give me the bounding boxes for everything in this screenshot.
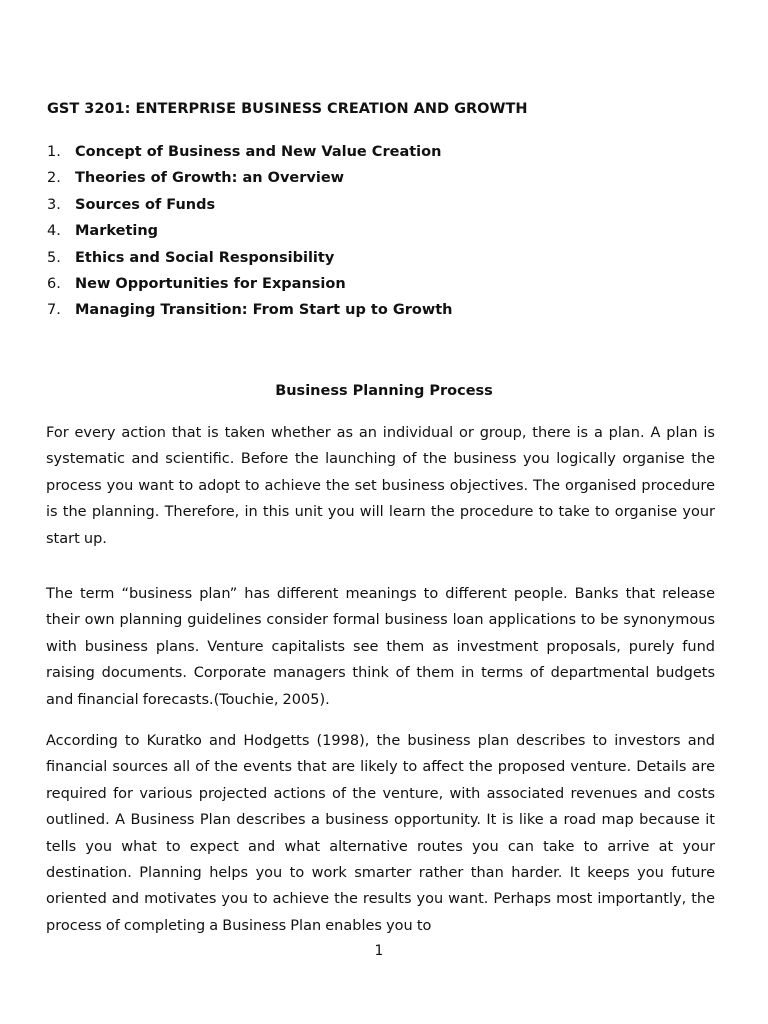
paragraph-intro: For every action that is taken whether as an individual or group, there is a plan. A plan is systematic and scientific. Before the launching of the business you logically organise the process you want to adopt to achieve the set business objectives. The organised procedure is the planning. Therefore, in this unit you will learn the procedure to take to organise your start up. [46,425,715,547]
list-item-number: 3. [47,196,61,213]
list-item [47,248,453,274]
section-title: Business Planning Process [275,383,493,399]
list-item [47,274,453,300]
list-item [47,168,453,194]
list-item-number: 2. [47,170,61,187]
list-item [47,221,453,247]
list-item [47,195,453,221]
list-item-label: Concept of Business and New Value Creation [75,144,442,160]
list-item-label: Ethics and Social Responsibility [75,249,335,266]
topic-list [47,142,453,327]
list-item-number: 4. [47,223,61,240]
list-item-number: 6. [47,275,61,292]
paragraph-kuratko: According to Kuratko and Hodgetts (1998), the business plan describes to investors and financial sources all of the events that are likely to affect the proposed venture. Details are required for various projected actions of the venture, with associated revenues and costs outlined. A Business Plan describes a business opportunity. It is like a road map because it tells you what to expect and what alternative routes you can take to arrive at your destination. Planning helps you to work smarter rather than harder. It keeps you future oriented and motivates you to achieve the results you want. Perhaps most importantly, the process of completing a Business Plan enables you to [46,733,715,934]
list-item-label: New Opportunities for Expansion [75,275,346,292]
list-item-label: Managing Transition: From Start up to Growth [75,302,453,319]
list-item-label: Sources of Funds [75,196,216,213]
list-item [47,300,453,326]
list-item-label: Theories of Growth: an Overview [75,170,345,187]
list-item-number: 1. [47,144,61,160]
paragraph-definition: The term “business plan” has different meanings to different people. Banks that release their own planning guidelines consider formal business loan applications to be synonymous with business plans. Venture capitalists see them as investment proposals, purely fund raising documents. Corporate managers think of them in terms of departmental budgets and financial forecasts.(Touchie, 2005). [46,586,715,708]
page-number: 1 [374,943,384,959]
list-item-label: Marketing [75,223,159,240]
list-item-number: 5. [47,249,61,266]
list-item-number: 7. [47,302,61,319]
list-item [47,142,453,168]
document-heading: GST 3201: ENTERPRISE BUSINESS CREATION AND GROWTH [47,101,528,117]
